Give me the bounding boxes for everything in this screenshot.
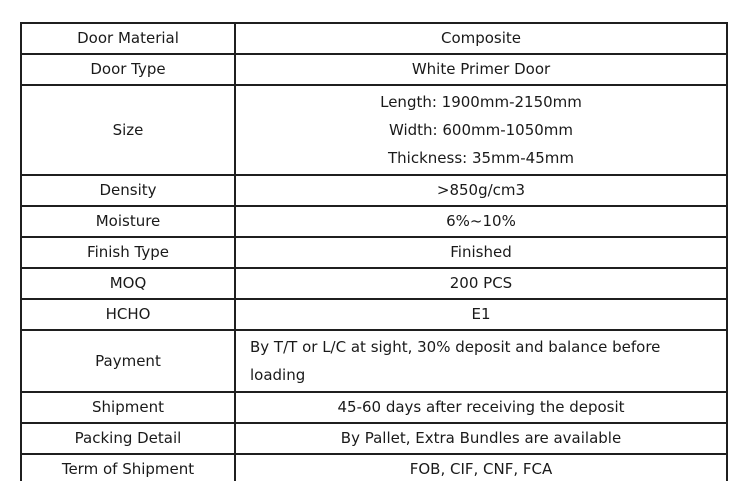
table-row [21, 237, 727, 268]
spec-label: Packing Detail [21, 423, 235, 454]
spec-value [235, 237, 727, 268]
table-row [21, 85, 727, 175]
spec-value-line: Thickness: 35mm-45mm [388, 149, 574, 167]
spec-value-line: Composite [440, 29, 522, 47]
spec-value-line: 200 PCS [449, 274, 513, 292]
spec-value [235, 299, 727, 330]
spec-label: Shipment [21, 392, 235, 423]
spec-value [235, 454, 727, 481]
table-row [21, 23, 727, 54]
spec-value-line: FOB, CIF, CNF, FCA [409, 460, 553, 478]
spec-value [235, 85, 727, 175]
table-row [21, 54, 727, 85]
spec-value-line: Finished [450, 243, 512, 261]
spec-label: Door Material [21, 23, 235, 54]
spec-value [235, 23, 727, 54]
spec-label: Term of Shipment [21, 454, 235, 481]
spec-value [235, 392, 727, 423]
spec-value-line: White Primer Door [411, 60, 551, 78]
spec-value-line: 45-60 days after receiving the deposit [337, 398, 625, 416]
spec-label: Payment [21, 330, 235, 392]
spec-value-line: Length: 1900mm-2150mm [380, 93, 582, 111]
spec-label: Density [21, 175, 235, 206]
table-row [21, 392, 727, 423]
spec-value [235, 423, 727, 454]
spec-value [235, 54, 727, 85]
table-row [21, 330, 727, 392]
spec-value-line: By Pallet, Extra Bundles are available [340, 429, 622, 447]
spec-value [235, 175, 727, 206]
spec-label: Size [21, 85, 235, 175]
spec-value-line: By T/T or L/C at sight, 30% deposit and balance before loading [250, 338, 661, 384]
spec-label: Finish Type [21, 237, 235, 268]
spec-value-line: E1 [471, 305, 491, 323]
spec-value-line: 6%~10% [446, 212, 516, 230]
spec-value [235, 268, 727, 299]
spec-label: HCHO [21, 299, 235, 330]
table-row [21, 175, 727, 206]
spec-table-body [21, 23, 727, 481]
table-row [21, 206, 727, 237]
spec-label: MOQ [21, 268, 235, 299]
spec-value-line: >850g/cm3 [436, 181, 526, 199]
spec-value [235, 206, 727, 237]
table-row [21, 454, 727, 481]
table-row [21, 299, 727, 330]
spec-label: Door Type [21, 54, 235, 85]
product-spec-table [20, 22, 728, 481]
table-row [21, 268, 727, 299]
spec-value [235, 330, 727, 392]
spec-value-line: Width: 600mm-1050mm [388, 121, 574, 139]
spec-label: Moisture [21, 206, 235, 237]
table-row [21, 423, 727, 454]
